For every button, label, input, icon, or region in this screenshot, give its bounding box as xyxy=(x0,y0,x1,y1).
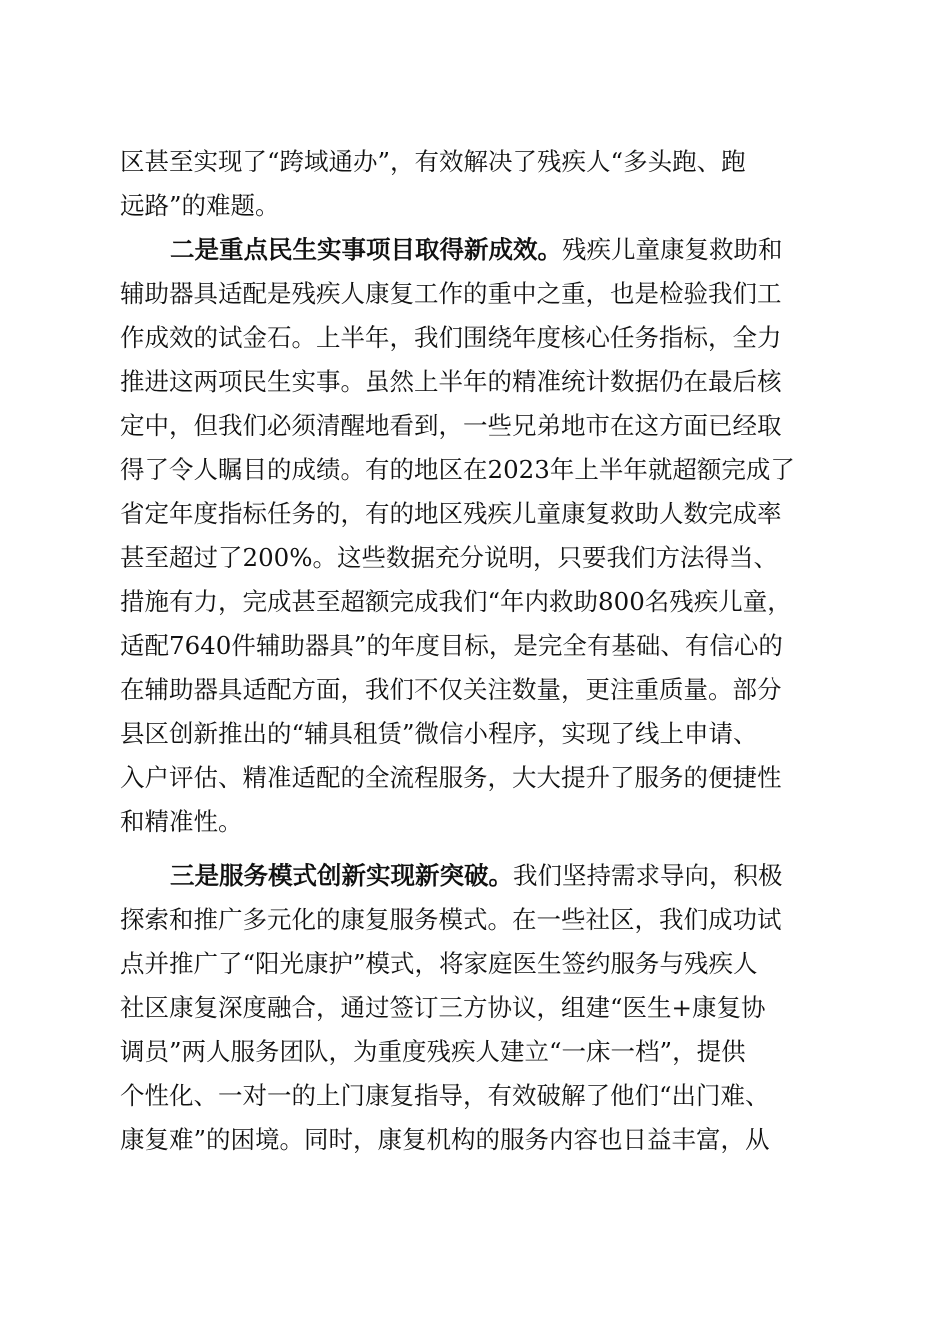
text-line xyxy=(120,1036,746,1068)
line-text: 我们坚持需求导向，积极 xyxy=(513,861,783,890)
text-line xyxy=(120,542,778,574)
text-line xyxy=(120,190,280,222)
line-text: 得了令人瞩目的成绩。有的地区在2023年上半年就超额完成了 xyxy=(120,455,795,484)
text-line xyxy=(120,1080,770,1112)
line-text: 适配7640件辅助器具”的年度目标，是完全有基础、有信心的 xyxy=(120,631,783,660)
line-text: 入户评估、精准适配的全流程服务，大大提升了服务的便捷性 xyxy=(120,763,782,792)
line-text: 省定年度指标任务的，有的地区残疾儿童康复救助人数完成率 xyxy=(120,499,782,528)
text-line xyxy=(120,948,758,980)
line-text: 辅助器具适配是残疾人康复工作的重中之重，也是检验我们工 xyxy=(120,279,782,308)
line-text: 县区创新推出的“辅具租赁”微信小程序，实现了线上申请、 xyxy=(120,719,758,748)
line-text: 措施有力，完成甚至超额完成我们“年内救助800名残疾儿童， xyxy=(120,587,792,616)
line-text: 调员”两人服务团队，为重度残疾人建立“一床一档”，提供 xyxy=(120,1037,746,1066)
text-line xyxy=(120,674,782,706)
line-text: 社区康复深度融合，通过签订三方协议，组建“医生+康复协 xyxy=(120,993,766,1022)
text-line xyxy=(120,992,766,1024)
line-text: 康复难”的困境。同时，康复机构的服务内容也日益丰富，从 xyxy=(120,1125,770,1154)
text-line xyxy=(120,146,746,178)
text-line xyxy=(120,278,782,310)
text-line xyxy=(120,322,782,354)
line-text: 点并推广了“阳光康护”模式，将家庭医生签约服务与残疾人 xyxy=(120,949,758,978)
line-text: 区甚至实现了“跨域通办”，有效解决了残疾人“多头跑、跑 xyxy=(120,147,746,176)
text-line xyxy=(120,904,782,936)
line-text: 甚至超过了200%。这些数据充分说明，只要我们方法得当、 xyxy=(120,543,779,572)
line-text: 个性化、一对一的上门康复指导，有效破解了他们“出门难、 xyxy=(120,1081,770,1110)
text-line xyxy=(120,1124,770,1156)
paragraph-heading: 二是重点民生实事项目取得新成效。 xyxy=(170,235,562,264)
text-line xyxy=(120,718,758,750)
line-text: 远路”的难题。 xyxy=(120,191,280,220)
line-text: 和精准性。 xyxy=(120,807,243,836)
text-line xyxy=(120,454,795,486)
paragraph-two-first-line xyxy=(170,234,783,266)
paragraph-heading: 三是服务模式创新实现新突破。 xyxy=(170,861,513,890)
text-line xyxy=(120,498,782,530)
text-line xyxy=(120,366,782,398)
line-text: 探索和推广多元化的康复服务模式。在一些社区，我们成功试 xyxy=(120,905,782,934)
line-text: 在辅助器具适配方面，我们不仅关注数量，更注重质量。部分 xyxy=(120,675,782,704)
text-line xyxy=(120,410,782,442)
line-text: 定中，但我们必须清醒地看到，一些兄弟地市在这方面已经取 xyxy=(120,411,782,440)
text-line xyxy=(120,586,792,618)
text-line xyxy=(120,762,782,794)
paragraph-three-first-line xyxy=(170,860,783,892)
line-text: 推进这两项民生实事。虽然上半年的精准统计数据仍在最后核 xyxy=(120,367,782,396)
text-line xyxy=(120,630,783,662)
line-text: 作成效的试金石。上半年，我们围绕年度核心任务指标，全力 xyxy=(120,323,782,352)
text-line xyxy=(120,806,243,838)
line-text: 残疾儿童康复救助和 xyxy=(562,235,783,264)
